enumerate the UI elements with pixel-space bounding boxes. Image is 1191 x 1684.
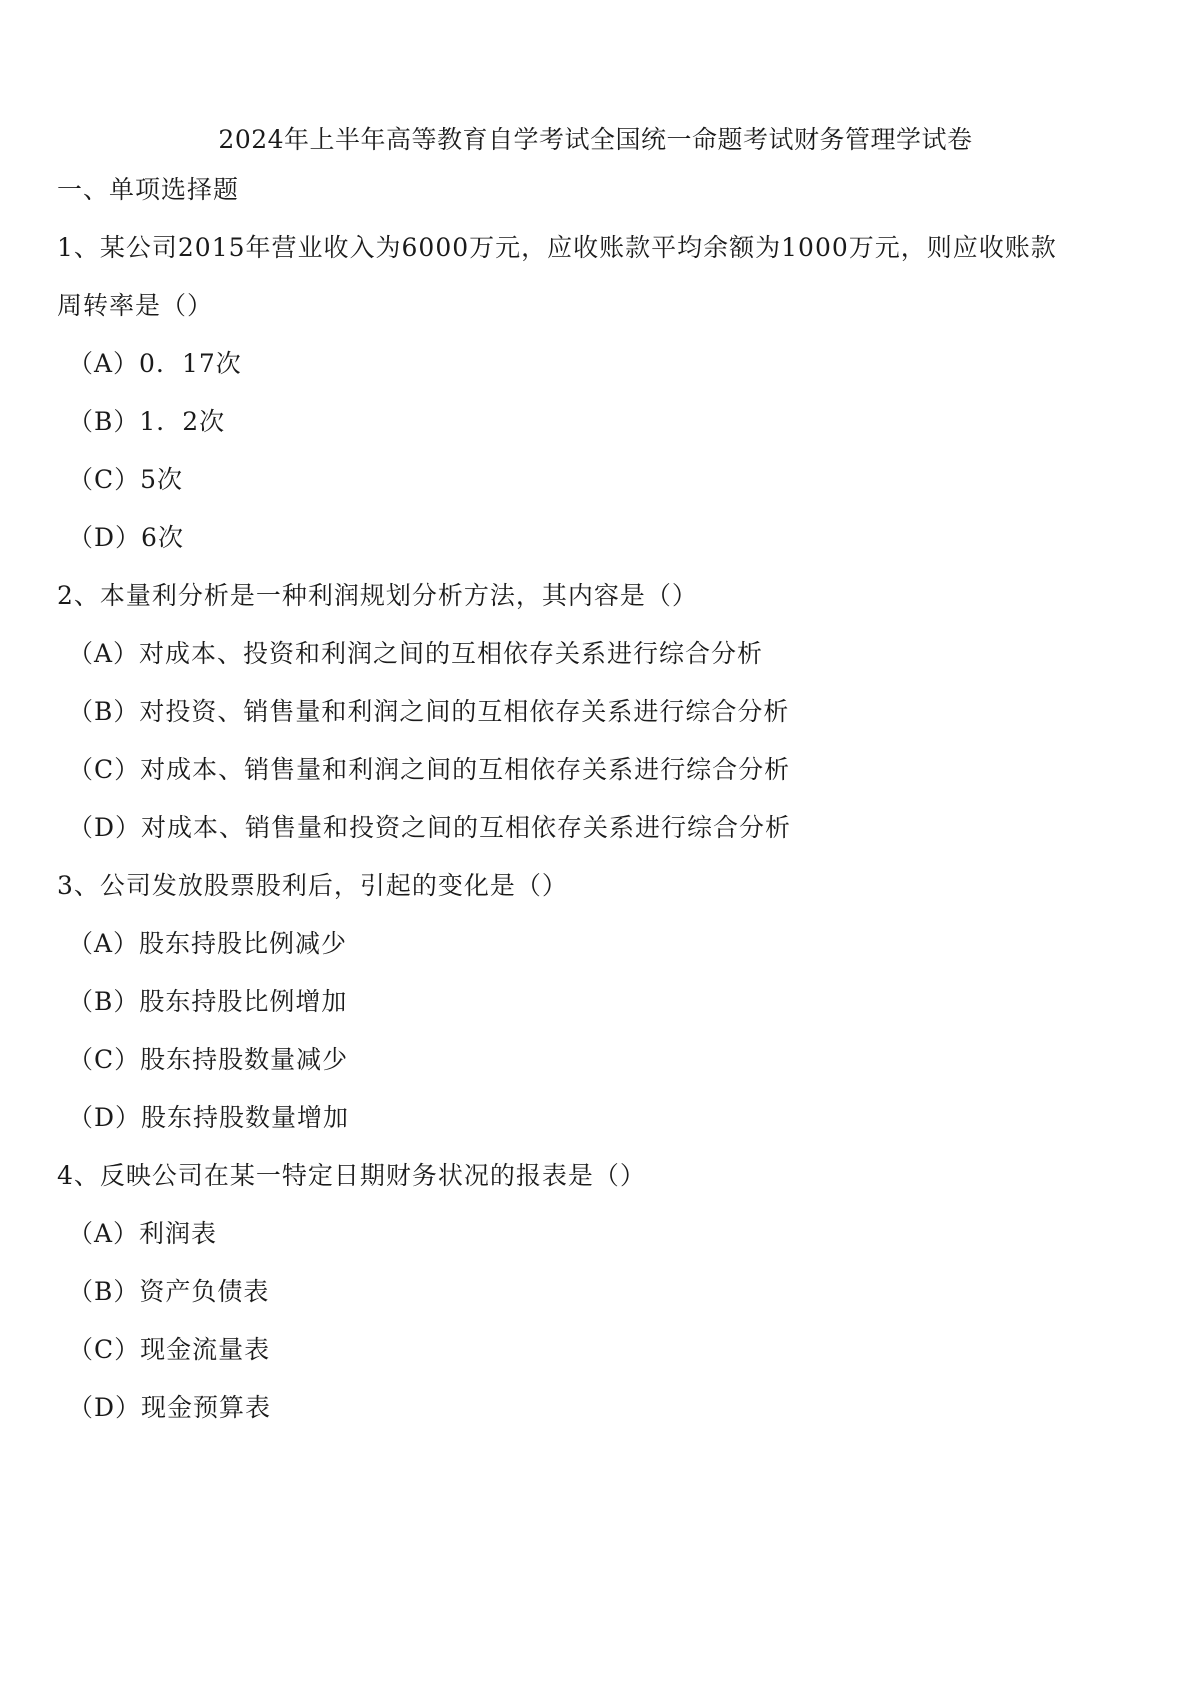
question-1-option-a: （A）0．17次: [68, 349, 242, 378]
question-4-option-b: （B）资产负债表: [68, 1277, 270, 1306]
question-1-option-c: （C）5次: [68, 465, 184, 494]
question-4-option-a: （A）利润表: [68, 1219, 218, 1248]
question-1-option-d: （D）6次: [68, 523, 184, 552]
page-title: 2024年上半年高等教育自学考试全国统一命题考试财务管理学试卷: [218, 125, 973, 154]
question-1-stem-continued: 周转率是（）: [57, 291, 214, 320]
question-2-option-c: （C）对成本、销售量和利润之间的互相依存关系进行综合分析: [68, 755, 791, 784]
question-3-option-c: （C）股东持股数量减少: [68, 1045, 349, 1074]
question-2-option-b: （B）对投资、销售量和利润之间的互相依存关系进行综合分析: [68, 697, 790, 726]
question-3-option-d: （D）股东持股数量增加: [68, 1103, 350, 1132]
question-4-option-c: （C）现金流量表: [68, 1335, 271, 1364]
section-heading: 一、单项选择题: [57, 175, 240, 204]
question-1-option-b: （B）1．2次: [68, 407, 226, 436]
question-3-option-b: （B）股东持股比例增加: [68, 987, 348, 1016]
question-4-option-d: （D）现金预算表: [68, 1393, 272, 1422]
question-2-stem: 2、本量利分析是一种利润规划分析方法，其内容是（）: [57, 581, 698, 610]
question-1-stem: 1、某公司2015年营业收入为6000万元，应收账款平均余额为1000万元，则应收账款: [57, 233, 1057, 262]
question-3-stem: 3、公司发放股票股利后，引起的变化是（）: [57, 871, 568, 900]
question-2-option-a: （A）对成本、投资和利润之间的互相依存关系进行综合分析: [68, 639, 764, 668]
question-3-option-a: （A）股东持股比例减少: [68, 929, 348, 958]
question-2-option-d: （D）对成本、销售量和投资之间的互相依存关系进行综合分析: [68, 813, 792, 842]
question-4-stem: 4、反映公司在某一特定日期财务状况的报表是（）: [57, 1161, 646, 1190]
